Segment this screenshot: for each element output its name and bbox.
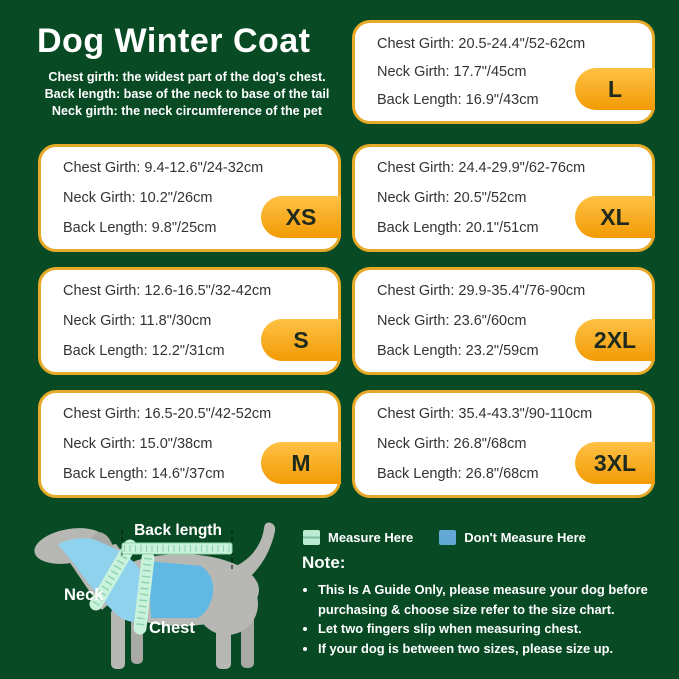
chest-girth-value: Chest Girth: 9.4-12.6"/24-32cm xyxy=(63,160,264,176)
size-badge-3xl: 3XL xyxy=(575,442,655,484)
size-card-xl xyxy=(352,144,655,252)
back-length-value: Back Length: 12.2"/31cm xyxy=(63,343,225,359)
chest-label: Chest xyxy=(149,619,195,637)
chest-girth-value: Chest Girth: 29.9-35.4"/76-90cm xyxy=(377,283,586,299)
size-card-l xyxy=(352,20,655,124)
back-length-value: Back Length: 23.2"/59cm xyxy=(377,343,539,359)
back-length-value: Back Length: 9.8"/25cm xyxy=(63,220,217,236)
size-badge-2xl: 2XL xyxy=(575,319,655,361)
note-heading: Note: xyxy=(302,553,346,572)
size-card-2xl xyxy=(352,267,655,375)
chest-girth-definition: Chest girth: the widest part of the dog's chest. xyxy=(48,70,326,84)
size-badge-l: L xyxy=(575,68,655,110)
header xyxy=(33,22,341,120)
back-length-definition: Back length: base of the neck to base of the tail xyxy=(44,87,330,101)
dog-illustration xyxy=(18,516,294,679)
size-card-s xyxy=(38,267,341,375)
legend-measure-here xyxy=(303,530,413,545)
neck-girth-definition: Neck girth: the neck circumference of the pet xyxy=(51,104,323,118)
page-title: Dog Winter Coat xyxy=(37,22,311,60)
note-section xyxy=(302,553,674,658)
dont-measure-here-label: Don't Measure Here xyxy=(464,530,586,545)
neck-girth-value: Neck Girth: 26.8"/68cm xyxy=(377,436,527,452)
back-length-label: Back length xyxy=(134,522,222,539)
size-badge-s: S xyxy=(261,319,341,361)
chest-girth-value: Chest Girth: 24.4-29.9"/62-76cm xyxy=(377,160,586,176)
chest-girth-value: Chest Girth: 16.5-20.5"/42-52cm xyxy=(63,406,272,422)
dont-measure-here-swatch-icon xyxy=(439,530,456,545)
neck-girth-value: Neck Girth: 20.5"/52cm xyxy=(377,190,527,206)
measure-here-label: Measure Here xyxy=(328,530,414,545)
chest-girth-value: Chest Girth: 20.5-24.4"/52-62cm xyxy=(377,36,586,52)
back-length-value: Back Length: 26.8"/68cm xyxy=(377,466,539,482)
note-item: • This Is A Guide Only, please measure your dog before purchasing & choose size refer to the size chart. xyxy=(318,580,674,619)
note-item: • If your dog is between two sizes, please size up. xyxy=(318,639,674,659)
neck-girth-value: Neck Girth: 15.0"/38cm xyxy=(63,436,213,452)
note-item: • Let two fingers slip when measuring chest. xyxy=(318,619,674,639)
neck-girth-value: Neck Girth: 23.6"/60cm xyxy=(377,313,527,329)
measure-here-swatch-icon xyxy=(303,530,320,545)
size-badge-xl: XL xyxy=(575,196,655,238)
size-badge-xs: XS xyxy=(261,196,341,238)
size-card-m xyxy=(38,390,341,498)
measure-legend xyxy=(303,530,586,545)
back-length-value: Back Length: 14.6"/37cm xyxy=(63,466,225,482)
back-length-value: Back Length: 16.9"/43cm xyxy=(377,92,539,108)
legend-dont-measure-here xyxy=(439,530,586,545)
neck-girth-value: Neck Girth: 11.8"/30cm xyxy=(63,313,212,329)
measurement-definitions xyxy=(33,69,341,120)
chest-girth-value: Chest Girth: 12.6-16.5"/32-42cm xyxy=(63,283,272,299)
neck-label: Neck xyxy=(64,586,104,604)
size-card-3xl xyxy=(352,390,655,498)
neck-girth-value: Neck Girth: 17.7"/45cm xyxy=(377,64,527,80)
neck-girth-value: Neck Girth: 10.2"/26cm xyxy=(63,190,213,206)
back-length-value: Back Length: 20.1"/51cm xyxy=(377,220,539,236)
dog-measurement-diagram xyxy=(18,516,294,679)
size-card-xs xyxy=(38,144,341,252)
size-badge-m: M xyxy=(261,442,341,484)
note-list xyxy=(302,580,674,658)
chest-girth-value: Chest Girth: 35.4-43.3"/90-110cm xyxy=(377,406,593,422)
